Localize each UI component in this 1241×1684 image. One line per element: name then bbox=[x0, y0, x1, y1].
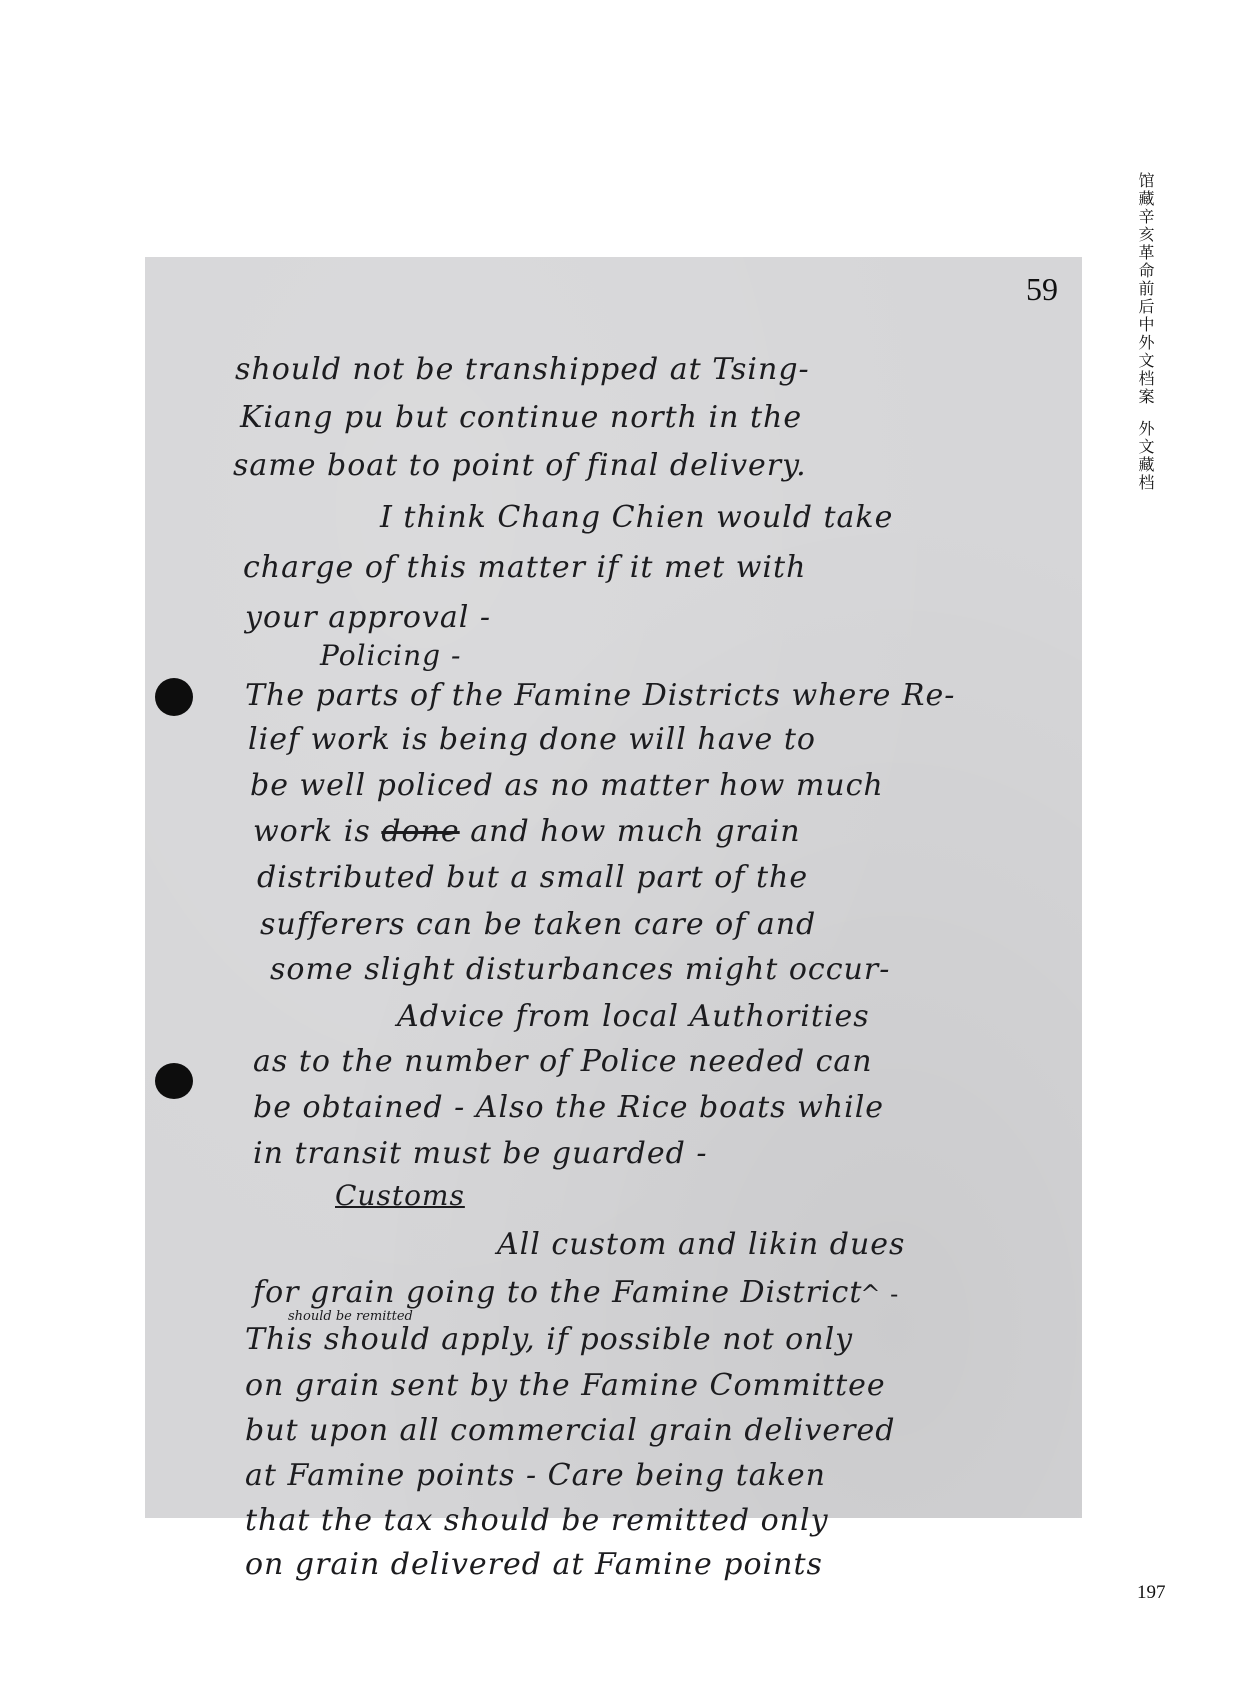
handwritten-line-end: and how much grain bbox=[470, 814, 801, 849]
handwritten-line: Advice from local Authorities bbox=[397, 999, 870, 1034]
archive-caption bbox=[1135, 172, 1157, 492]
section-heading-customs: Customs bbox=[335, 1179, 465, 1212]
handwritten-line: lief work is being done will have to bbox=[248, 722, 816, 757]
handwritten-line bbox=[253, 1275, 899, 1310]
folio-number: 59 bbox=[1026, 271, 1058, 307]
handwritten-line: that the tax should be remitted only bbox=[245, 1503, 829, 1538]
handwritten-line-rest: should apply, if possible not only bbox=[323, 1322, 854, 1357]
handwritten-line-text: for grain going to the Famine District bbox=[253, 1275, 863, 1310]
scanned-handwritten-page bbox=[145, 257, 1082, 1582]
handwritten-line: The parts of the Famine Districts where Re- bbox=[245, 678, 956, 713]
section-heading-policing: Policing - bbox=[320, 639, 462, 672]
handwritten-line: as to the number of Police needed can bbox=[253, 1044, 873, 1079]
handwritten-line: sufferers can be taken care of and bbox=[260, 907, 817, 942]
handwritten-line: at Famine points - Care being taken bbox=[245, 1458, 826, 1493]
page-number: 197 bbox=[1137, 1582, 1166, 1603]
archive-caption-section: 外文藏档 bbox=[1136, 420, 1155, 492]
handwritten-line: be obtained - Also the Rice boats while bbox=[253, 1090, 885, 1125]
handwritten-line: same boat to point of final delivery. bbox=[233, 448, 807, 483]
handwritten-line: on grain delivered at Famine points bbox=[245, 1547, 823, 1582]
handwritten-line: charge of this matter if it met with bbox=[243, 550, 807, 585]
handwritten-line: should not be transhipped at Tsing- bbox=[235, 352, 810, 387]
handwritten-line: be well policed as no matter how much bbox=[250, 768, 884, 803]
handwritten-line: on grain sent by the Famine Committee bbox=[245, 1368, 886, 1403]
handwritten-line-start: work is bbox=[253, 814, 371, 849]
insertion-caret: ^ - bbox=[860, 1280, 900, 1308]
punch-hole bbox=[155, 1063, 193, 1099]
handwritten-line: some slight disturbances might occur- bbox=[270, 952, 891, 987]
archive-caption-title: 馆藏辛亥革命前后中外文档案 bbox=[1136, 172, 1155, 406]
struck-out-word: done bbox=[381, 814, 460, 849]
handwritten-line: in transit must be guarded - bbox=[253, 1136, 708, 1171]
handwritten-line: I think Chang Chien would take bbox=[380, 500, 894, 535]
handwritten-line bbox=[245, 1322, 853, 1357]
handwritten-line: but upon all commercial grain delivered bbox=[245, 1413, 896, 1448]
interlinear-insertion: should be remitted bbox=[288, 1309, 413, 1324]
handwritten-line: distributed but a small part of the bbox=[257, 860, 809, 895]
handwritten-line: your approval - bbox=[245, 600, 492, 635]
handwritten-line-prefix: This bbox=[245, 1322, 314, 1357]
handwritten-line bbox=[253, 814, 801, 849]
punch-hole bbox=[155, 678, 193, 716]
handwritten-line: Kiang pu but continue north in the bbox=[240, 400, 803, 435]
handwritten-line: All custom and likin dues bbox=[497, 1227, 906, 1262]
